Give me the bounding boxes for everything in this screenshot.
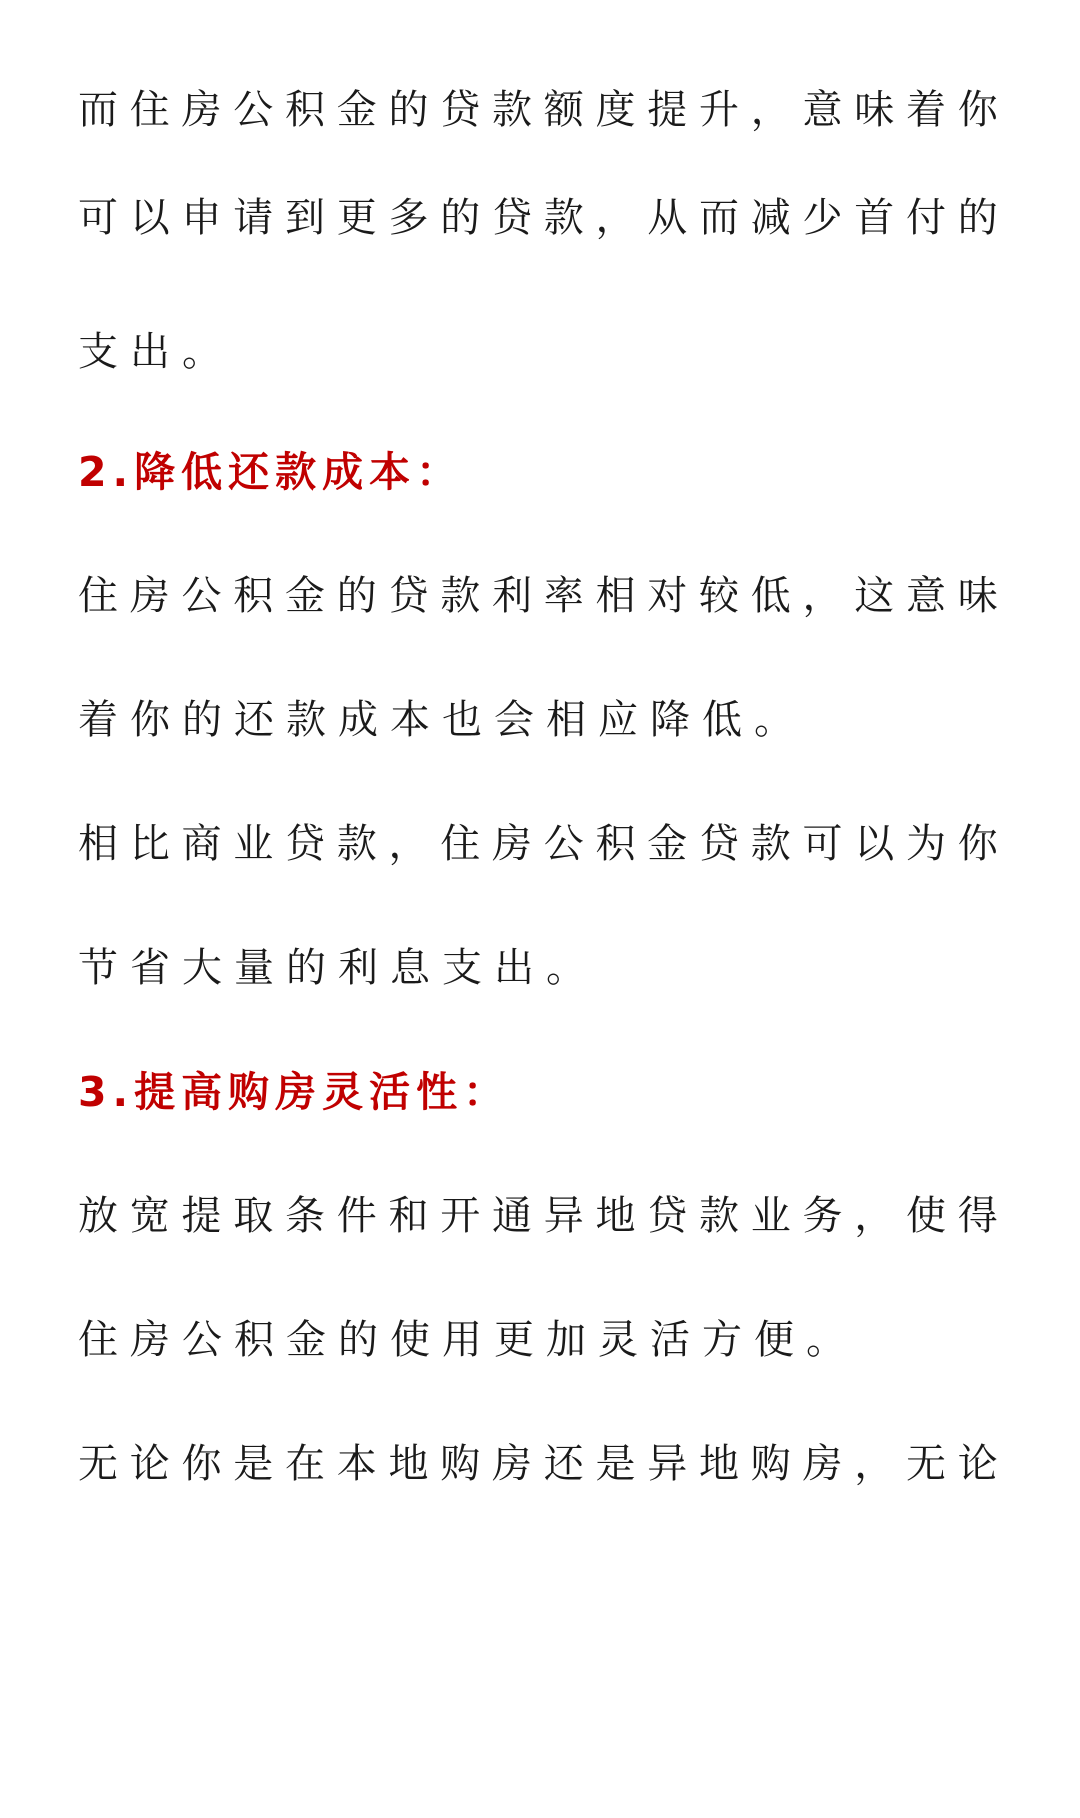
paragraph-line: 可 以 申 请 到 更 多 的 贷 款 ， 从 而 减 少 首 付 的 [78,195,998,241]
paragraph-line: 相 比 商 业 贷 款 ， 住 房 公 积 金 贷 款 可 以 为 你 [78,821,998,867]
paragraph-line: 支出。 [78,329,234,375]
paragraph-line: 节省大量的利息支出。 [78,945,598,991]
paragraph-line: 着你的还款成本也会相应降低。 [78,697,806,743]
section-heading-lower-repayment-cost: 2.降低还款成本： [78,448,464,496]
paragraph-line: 而 住 房 公 积 金 的 贷 款 额 度 提 升 ， 意 味 着 你 [78,87,998,133]
paragraph-line: 住 房 公 积 金 的 贷 款 利 率 相 对 较 低 ， 这 意 味 [78,573,998,619]
paragraph-line: 放 宽 提 取 条 件 和 开 通 异 地 贷 款 业 务 ， 使 得 [78,1193,998,1239]
paragraph-line: 无 论 你 是 在 本 地 购 房 还 是 异 地 购 房 ， 无 论 [78,1441,998,1487]
section-heading-improve-flexibility: 3.提高购房灵活性： [78,1068,511,1116]
paragraph-line: 住房公积金的使用更加灵活方便。 [78,1317,858,1363]
